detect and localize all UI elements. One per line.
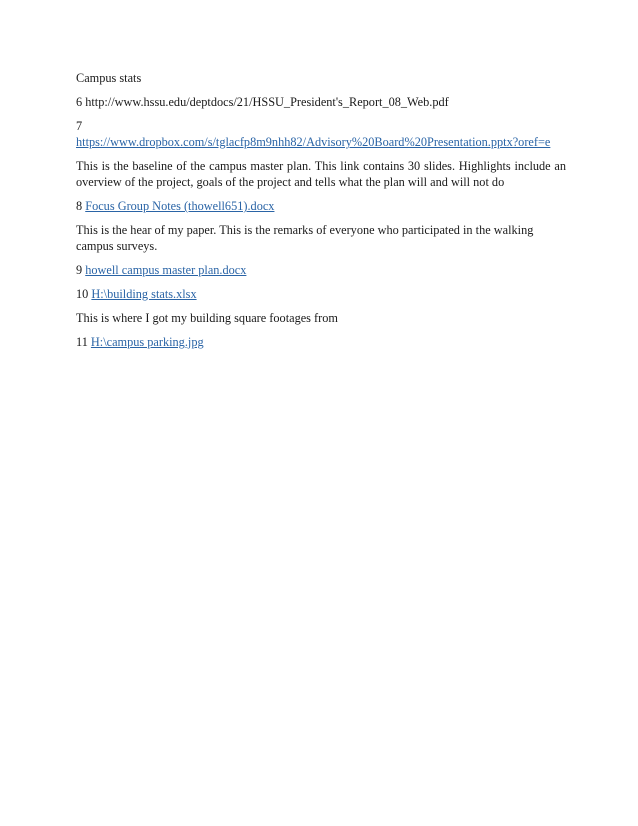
- item-number: 10: [76, 287, 89, 301]
- item-description: This is the baseline of the campus master plan. This link contains 30 slides. Highlights include an overview of the project, goals of the project and tells what the plan will and will not do: [76, 159, 566, 189]
- list-item-11: [76, 334, 566, 350]
- master-plan-link[interactable]: howell campus master plan.docx: [85, 263, 247, 277]
- list-item-7: [76, 118, 566, 150]
- item-url-text: http://www.hssu.edu/deptdocs/21/HSSU_President's_Report_08_Web.pdf: [85, 95, 449, 109]
- focus-group-notes-link[interactable]: Focus Group Notes (thowell651).docx: [85, 199, 275, 213]
- list-item-6: [76, 94, 566, 110]
- item-number: 9: [76, 263, 83, 277]
- list-item-10: [76, 286, 566, 302]
- item-number: 11: [76, 335, 88, 349]
- item-number: 8: [76, 199, 83, 213]
- document-body: [76, 70, 566, 358]
- item-description: This is where I got my building square footages from: [76, 311, 338, 325]
- item-description: This is the hear of my paper. This is the remarks of everyone who participated in the walking campus surveys.: [76, 223, 534, 253]
- list-item-8: [76, 198, 566, 214]
- campus-parking-link[interactable]: H:\campus parking.jpg: [90, 335, 204, 349]
- item-number: 6: [76, 95, 83, 109]
- item-number: 7: [76, 119, 83, 133]
- building-stats-link[interactable]: H:\building stats.xlsx: [91, 287, 197, 301]
- list-item-9: [76, 262, 566, 278]
- dropbox-link[interactable]: https://www.dropbox.com/s/tglacfp8m9nhh82/Advisory%20Board%20Presentation.pptx?oref=e: [76, 135, 551, 149]
- page-title: Campus stats: [76, 71, 142, 85]
